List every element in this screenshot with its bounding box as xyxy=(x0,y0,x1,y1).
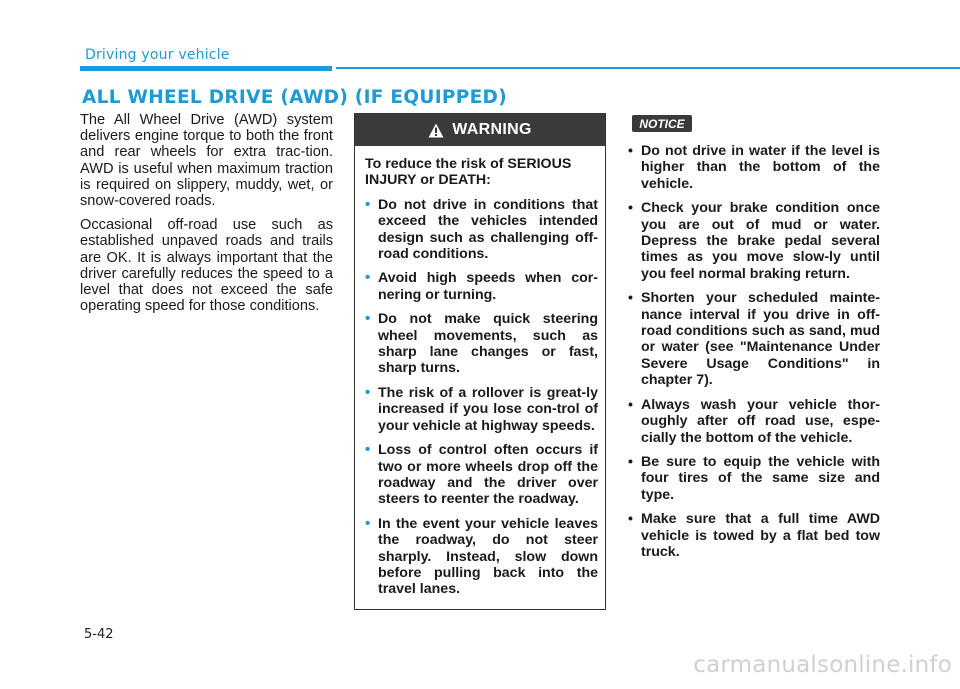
notice-item-text: Check your brake condition once you are out of mud or water. Depress the brake pedal several times as you move slow-ly until you feel normal braking return. xyxy=(641,200,880,282)
warning-intro: To reduce the risk of SERIOUS INJURY or DEATH: xyxy=(365,156,572,189)
page-number: 5-42 xyxy=(84,627,114,642)
notice-list xyxy=(626,143,880,568)
warning-item xyxy=(365,516,598,598)
notice-badge: NOTICE xyxy=(632,115,692,132)
bullet-icon: • xyxy=(628,511,633,528)
notice-item-text: Be sure to equip the vehicle with four tires of the same size and type. xyxy=(641,453,880,503)
warning-item-text: Do not drive in conditions that exceed the vehicles intended design such as challenging off-road conditions. xyxy=(378,196,598,263)
bullet-icon: • xyxy=(365,514,371,532)
notice-item xyxy=(626,290,880,388)
bullet-icon: • xyxy=(628,200,633,217)
notice-item xyxy=(626,143,880,192)
intro-column xyxy=(80,112,333,322)
intro-paragraph: The All Wheel Drive (AWD) system delivers engine torque to both the front and rear wheels for extra trac-tion. AWD is useful when maximum traction is required on slippery, muddy, wet, or snow-covered roads. xyxy=(80,112,333,210)
warning-triangle-icon xyxy=(428,123,444,138)
notice-item-text: Always wash your vehicle thor-oughly after off road use, espe-cially the bottom of the vehicle. xyxy=(641,396,880,446)
warning-item-text: Avoid high speeds when cor-nering or turning. xyxy=(378,270,598,303)
header-rule-thick xyxy=(80,66,332,71)
warning-item xyxy=(365,270,598,303)
watermark: carmanualsonline.info xyxy=(693,652,952,678)
warning-item-text: In the event your vehicle leaves the roadway, do not steer sharply. Instead, slow down before pulling back into the travel lanes. xyxy=(378,515,598,598)
bullet-icon: • xyxy=(365,441,371,459)
warning-item xyxy=(365,197,598,263)
warning-item xyxy=(365,311,598,377)
warning-item-text: Do not make quick steering wheel movements, such as sharp lane changes or fast, sharp turns. xyxy=(378,311,598,377)
bullet-icon: • xyxy=(628,143,633,159)
warning-box xyxy=(354,113,606,610)
bullet-icon: • xyxy=(365,195,371,213)
notice-item xyxy=(626,200,880,282)
warning-item-text: Loss of control often occurs if two or more wheels drop off the roadway and the driver over steers to reenter the roadway. xyxy=(378,442,598,508)
bullet-icon: • xyxy=(365,269,371,287)
bullet-icon: • xyxy=(628,290,633,307)
notice-item-text: Shorten your scheduled mainte-nance interval if you drive in off-road conditions such as sand, mud or water (see "Maintenance Under Severe Usage Conditions" in chapter 7). xyxy=(641,290,880,389)
notice-item xyxy=(626,397,880,446)
notice-item-text: Do not drive in water if the level is higher than the bottom of the vehicle. xyxy=(641,143,880,192)
notice-item xyxy=(626,511,880,560)
section-header: Driving your vehicle xyxy=(85,47,230,63)
warning-header xyxy=(355,114,605,146)
bullet-icon: • xyxy=(365,310,371,328)
warning-body xyxy=(355,146,605,598)
warning-item xyxy=(365,442,598,508)
page-title: ALL WHEEL DRIVE (AWD) (IF EQUIPPED) xyxy=(82,87,507,108)
warning-label: WARNING xyxy=(452,121,532,138)
warning-item-text: The risk of a rollover is great-ly increased if you lose con-trol of your vehicle at highway speeds. xyxy=(378,384,598,434)
header-rule-thin xyxy=(336,67,960,69)
bullet-icon: • xyxy=(628,396,633,413)
notice-item xyxy=(626,454,880,503)
notice-item-text: Make sure that a full time AWD vehicle is towed by a flat bed tow truck. xyxy=(641,511,880,560)
warning-item xyxy=(365,385,598,434)
bullet-icon: • xyxy=(365,383,371,401)
bullet-icon: • xyxy=(628,453,633,470)
intro-paragraph: Occasional off-road use such as established unpaved roads and trails are OK. It is always important that the driver carefully reduces the speed to a level that does not exceed the safe operating speed for those conditions. xyxy=(80,217,333,315)
